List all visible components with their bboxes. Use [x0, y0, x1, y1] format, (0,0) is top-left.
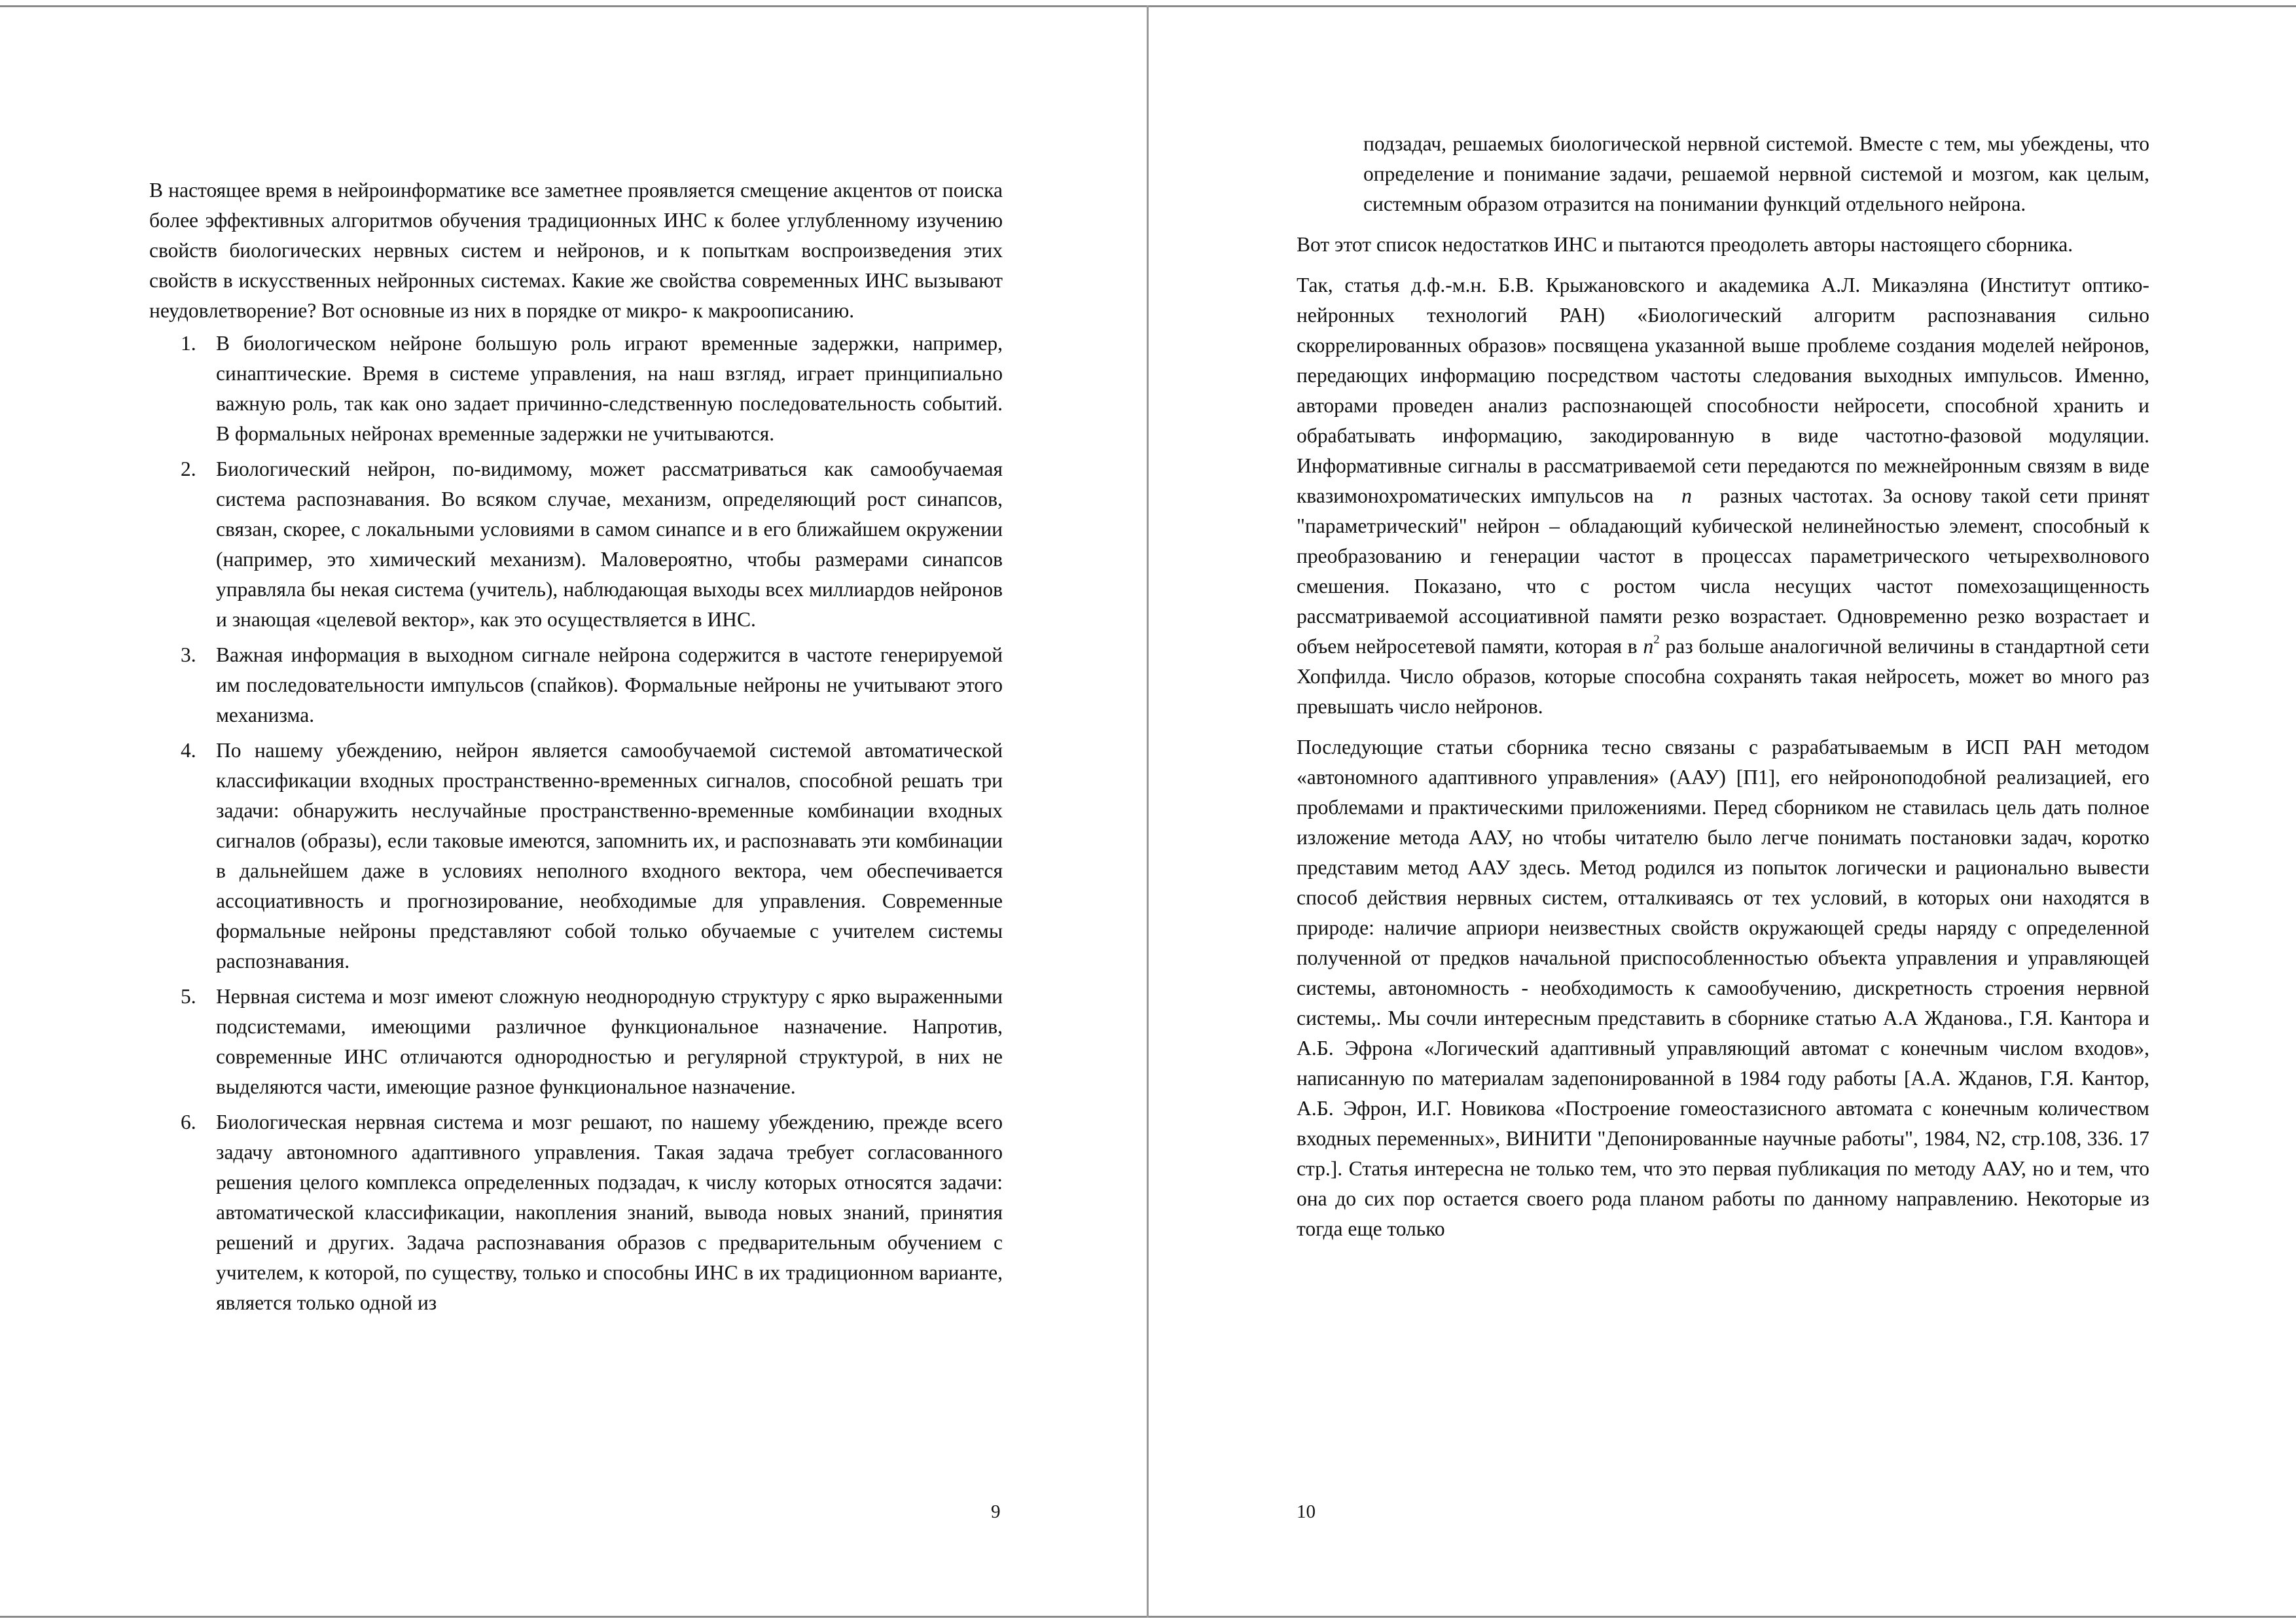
- list-item: [149, 982, 1003, 1102]
- list-item-number: 5.: [181, 985, 196, 1008]
- left-page: [0, 0, 1147, 1623]
- paragraph: Последующие статьи сборника тесно связаны с разрабатываемым в ИСП РАН методом «автономного адаптивного управления» (ААУ) [П1], его нейроноподобной реализацией, его проблемами и практическими приложениями. Перед сборником не ставилась цель дать полное изложение метода ААУ, но чтобы читателю было легче понимать постановки задач, коротко представим метод ААУ здесь. Метод родился из попыток логически и рационально вывести способ действия нервных систем, отталкиваясь от тех условий, в которых они находятся в природе: наличие априори неизвестных свойств окружающей среды наряду с определенной полученной от предков начальной приспособленностью объекта управления и управляющей системы, автономность - необходимость к самообучению, дискретность строения нервной системы,. Мы сочли интересным представить в сборнике статью А.А Жданова., Г.Я. Кантора и А.Б. Эфрона «Логический адаптивный управляющий автомат с конечным числом входов», написанную по материалам задепонированной в 1984 году работы [А.А. Жданов, Г.Я. Кантор, А.Б. Эфрон, И.Г. Новикова «Построение гомеостазисного автомата с конечным количеством входных переменных», ВИНИТИ "Депонированные научные работы", 1984, N2, стр.108, 336. 17 стр.]. Статья интересна не только тем, что это первая публикация по методу ААУ, но и тем, что она до сих пор остается своего рода планом работы по данному направлению. Некоторые из тогда еще только: [1297, 736, 2149, 1240]
- paragraph: [1297, 270, 2149, 722]
- list-item-text: Биологическая нервная система и мозг решают, по нашему убеждению, прежде всего задачу автономного адаптивного управления. Такая задача требует согласованного решения целого комплекса определенных подзадач, к числу которых относятся задачи: автоматической классификации, накопления знаний, вывода новых знаний, принятия решений и других. Задача распознавания образов с предварительным обучением с учителем, к которой, по существу, только и способны ИНС в их традиционном варианте, является только одной из: [216, 1111, 1003, 1314]
- math-variable: n: [1681, 484, 1692, 507]
- list-item: [149, 454, 1003, 635]
- list-item-text: В биологическом нейроне большую роль играют временные задержки, например, синаптические. Время в системе управления, на наш взгляд, играет принципиально важную роль, так как оно задает причинно-следственную последовательность событий. В формальных нейронах временные задержки не учитываются.: [216, 332, 1003, 445]
- deficiency-list: [149, 329, 1003, 1318]
- page-number-right: 10: [1297, 1501, 1316, 1522]
- paragraph: Вот этот список недостатков ИНС и пытаются преодолеть авторы настоящего сборника.: [1297, 233, 2073, 256]
- math-variable: n: [1643, 635, 1654, 658]
- paragraph-text: раз больше аналогичной величины в стандартной сети Хопфилда. Число образов, которые способна сохранять такая нейросеть, может во много раз превышать число нейронов.: [1297, 635, 2150, 718]
- paragraph-text: Так, статья д.ф.-м.н. Б.В. Крыжановского и академика А.Л. Микаэляна (Институт оптико-нейронных технологий РАН) «Биологический алгоритм распознавания сильно скоррелированных образов» посвящена указанной выше проблеме создания моделей нейронов, передающих информацию посредством частоты следования выходных импульсов. Именно, авторами проведен анализ распознающей способности нейросети, способной хранить и обрабатывать информацию, закодированную в виде частотно-фазовой модуляции. Информативные сигналы в рассматриваемой сети передаются по межнейронным связям в виде квазимонохроматических импульсов на: [1297, 274, 2149, 507]
- continued-list-item: подзадач, решаемых биологической нервной системой. Вместе с тем, мы убеждены, что определение и понимание задачи, решаемой нервной системой и мозгом, как целым, системным образом отразится на понимании функций отдельного нейрона.: [1363, 132, 2149, 215]
- list-item-text: По нашему убеждению, нейрон является самообучаемой системой автоматической классификации входных пространственно-временных сигналов, способной решать три задачи: обнаружить неслучайные пространственно-временные комбинации входных сигналов (образы), если таковые имеются, запомнить их, и распознавать эти комбинации в дальнейшем даже в условиях неполного входного вектора, чем обеспечивается ассоциативность и прогнозирование, необходимые для управления. Современные формальные нейроны представляют собой только обучаемые с учителем системы распознавания.: [216, 739, 1003, 972]
- list-item-text: Важная информация в выходном сигнале нейрона содержится в частоте генерируемой им последовательности импульсов (спайков). Формальные нейроны не учитывают этого механизма.: [216, 643, 1003, 726]
- math-exponent: 2: [1653, 632, 1660, 647]
- list-item: [149, 640, 1003, 730]
- right-page-body: [1297, 129, 2149, 1255]
- list-item-text: Биологический нейрон, по-видимому, может рассматриваться как самообучаемая система распознавания. Во всяком случае, механизм, определяющий рост синапсов, связан, скорее, с локальными условиями в самом синапсе и в его ближайшем окружении (например, это химический механизм). Маловероятно, чтобы размерами синапсов управляла бы некая система (учитель), наблюдающая выходы всех миллиардов нейронов и знающая «целевой вектор», как это осуществляется в ИНС.: [216, 457, 1003, 631]
- list-item-number: 2.: [181, 457, 196, 480]
- list-item-number: 3.: [181, 643, 196, 666]
- intro-paragraph: В настоящее время в нейроинформатике все заметнее проявляется смещение акцентов от поиска более эффективных алгоритмов обучения традиционных ИНС к более углубленному изучению свойств биологических нервных систем и нейронов, и к попыткам воспроизведения этих свойств в искусственных нейронных системах. Какие же свойства современных ИНС вызывают неудовлетворение? Вот основные из них в порядке от микро- к макроописанию.: [149, 179, 1003, 322]
- page-number-left: 9: [991, 1501, 1001, 1522]
- list-item-number: 1.: [181, 332, 196, 355]
- list-item: [149, 329, 1003, 449]
- list-item: [149, 736, 1003, 976]
- list-item-number: 6.: [181, 1111, 196, 1133]
- list-item: [149, 1107, 1003, 1318]
- list-item-text: Нервная система и мозг имеют сложную неоднородную структуру с ярко выраженными подсистемами, имеющими различное функциональное назначение. Напротив, современные ИНС отличаются однородностью и регулярной структурой, в них не выделяются части, имеющие разное функциональное назначение.: [216, 985, 1003, 1098]
- right-page: [1149, 0, 2296, 1623]
- list-item-number: 4.: [181, 739, 196, 762]
- paragraph-text: разных частотах. За основу такой сети принят "параметрический" нейрон – обладающий кубической нелинейностью элемент, способный к преобразованию и генерации частот в процессах параметрического четырехволнового смешения. Показано, что с ростом числа несущих частот помехозащищенность рассматриваемой ассоциативной памяти резко возрастает. Одновременно резко возрастает и объем нейросетевой памяти, которая в: [1297, 484, 2149, 658]
- left-page-body: [149, 175, 1003, 1323]
